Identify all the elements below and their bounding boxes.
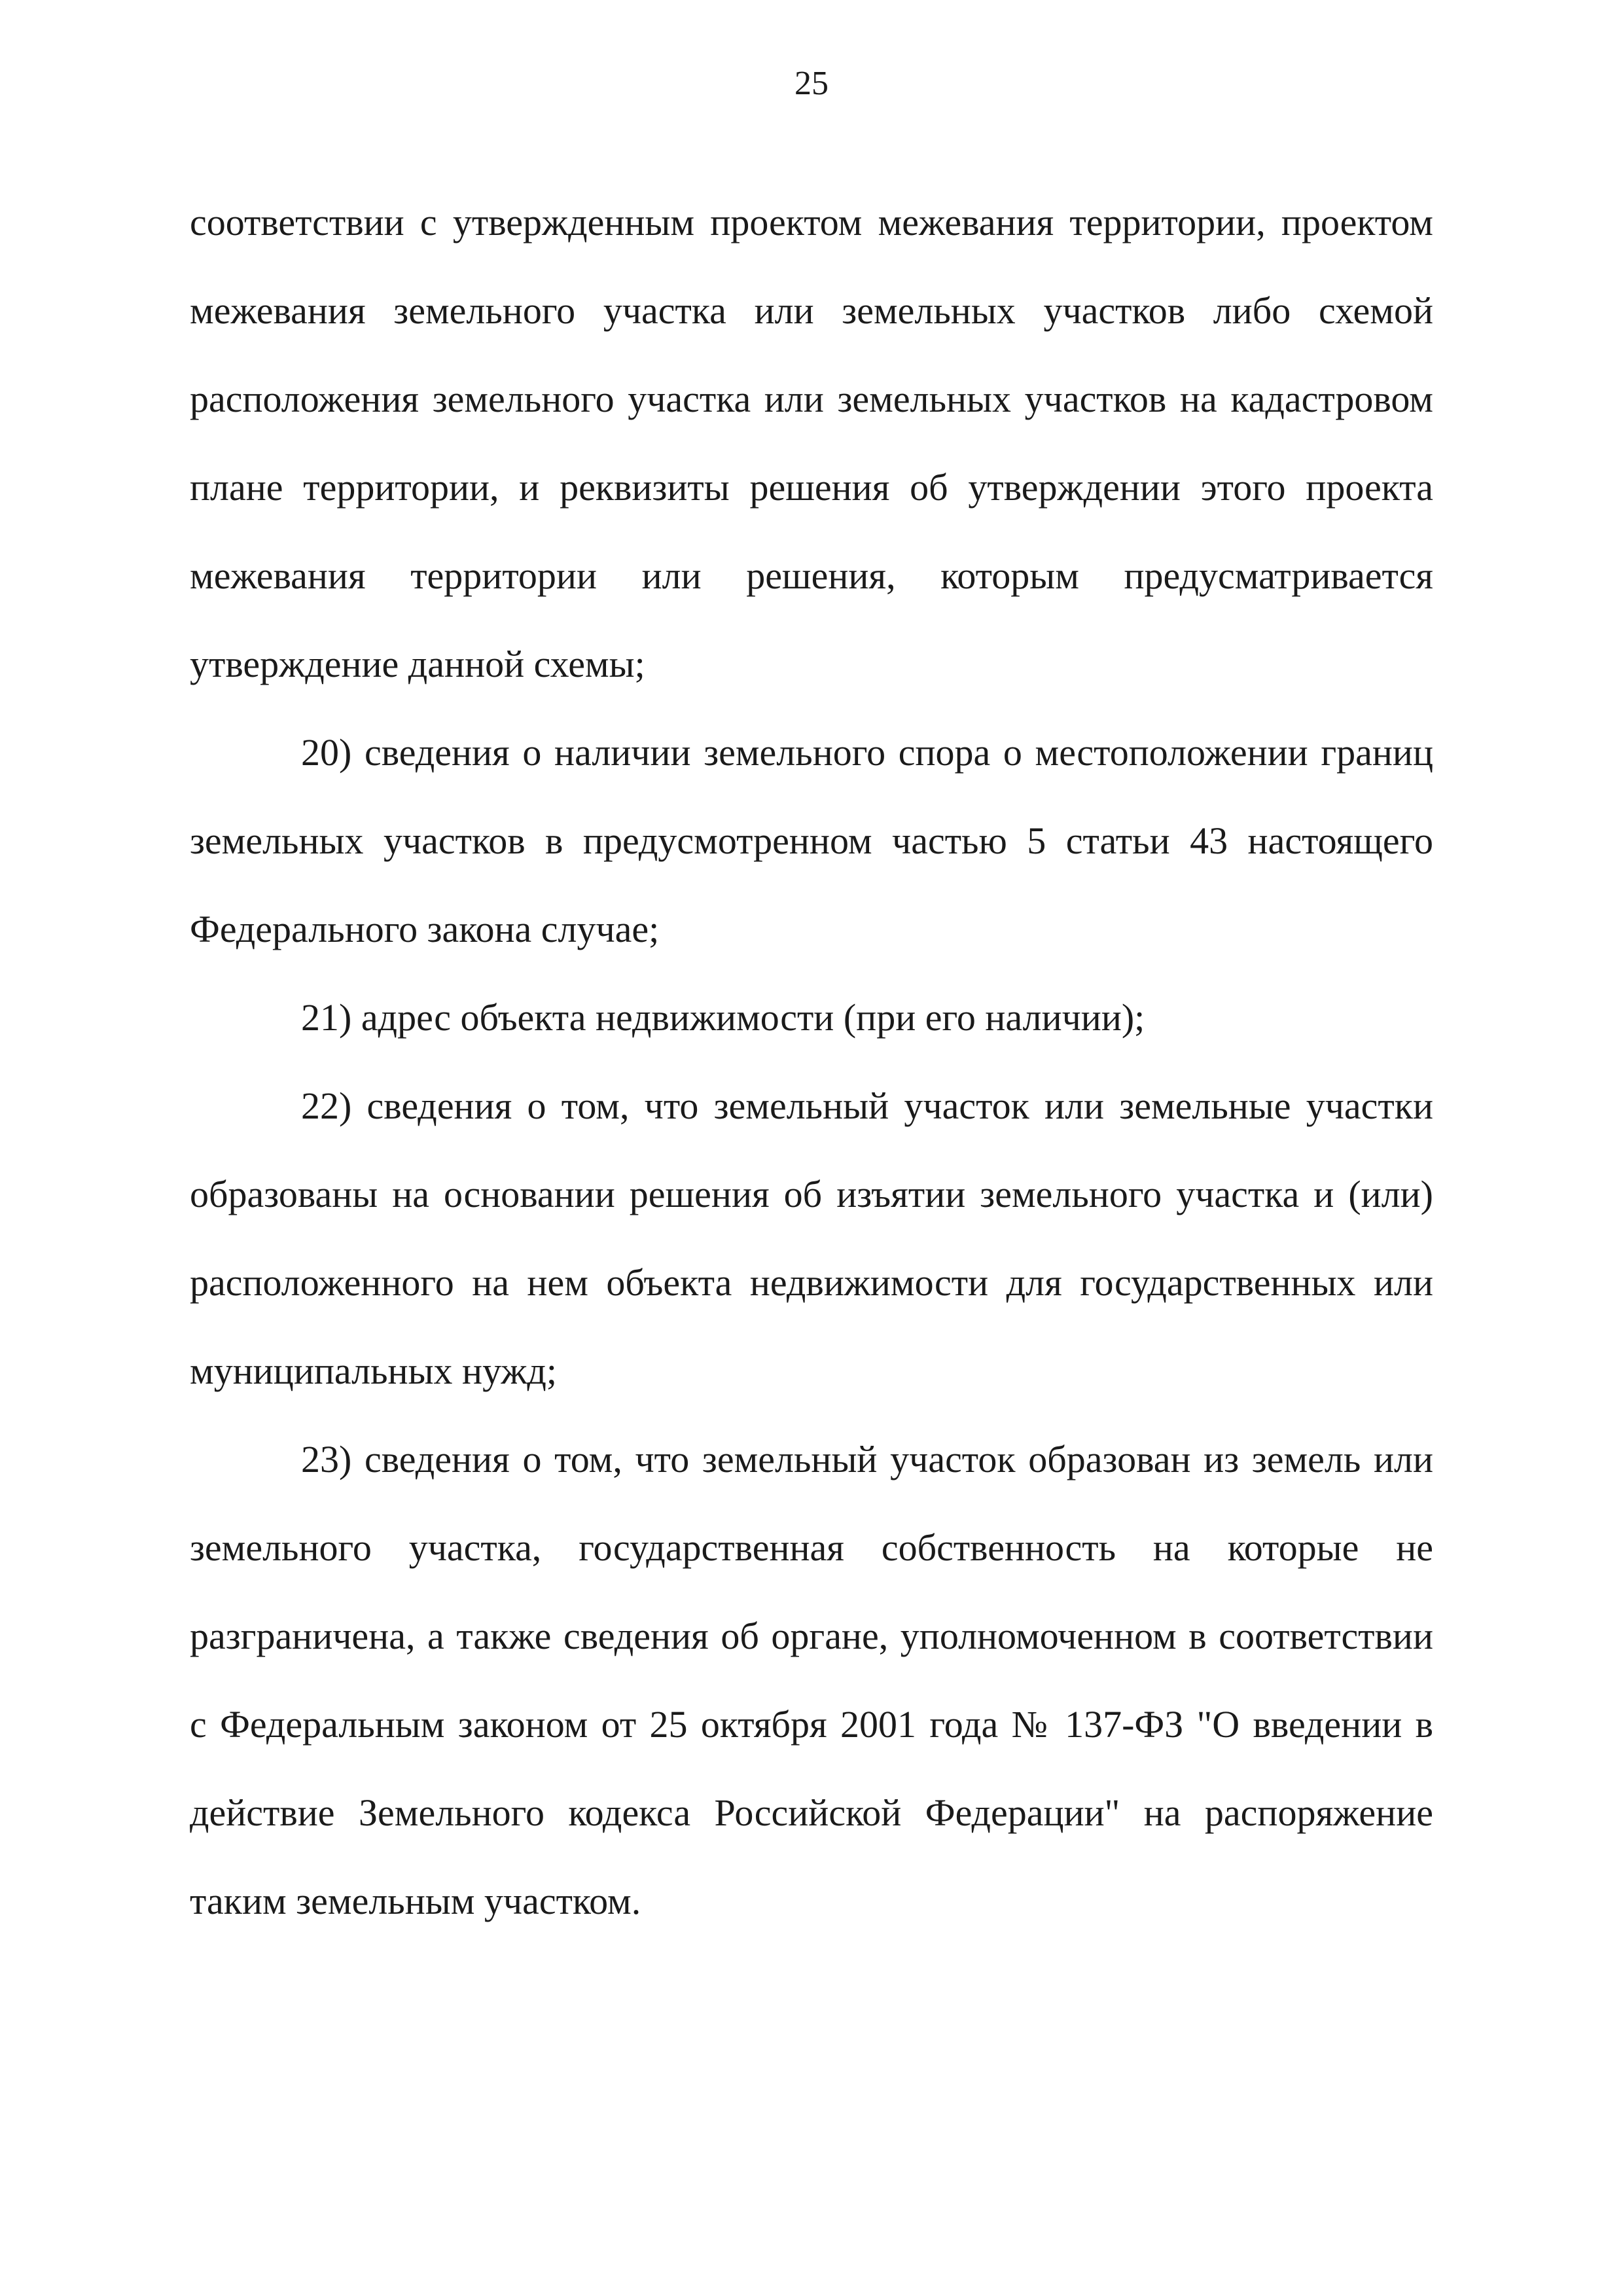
paragraph-item-21: 21) адрес объекта недвижимости (при его наличии); [301,996,1145,1039]
paragraph-item-22: 22) сведения о том, что земельный участок или земельные участки образованы на основании решения об изъятии земельного участка и (или) расположенного на нем объекта недвижимости для государственных или муниципальных нужд; [190,1085,1433,1392]
paragraph-continuation: соответствии с утвержденным проектом межевания территории, проектом межевания земельного участка или земельных участков либо схемой расположения земельного участка или земельных участков на кадастровом плане территории, и реквизиты решения об утверждении этого проекта межевания территории или решения, которым предусматривается утверждение данной схемы; [190,201,1433,685]
document-body [190,178,1433,1945]
page-number: 25 [794,65,829,102]
paragraph-item-23: 23) сведения о том, что земельный участок образован из земель или земельного участка, государственная собственность на которые не разграничена, а также сведения об органе, уполномоченном в соответствии с Федеральным законом от 25 октября 2001 года № 137-ФЗ "О введении в действие Земельного кодекса Российской Федерации" на распоряжение таким земельным участком. [190,1438,1433,1922]
paragraph-item-20: 20) сведения о наличии земельного спора о местоположении границ земельных участков в предусмотренном частью 5 статьи 43 настоящего Федерального закона случае; [190,731,1433,950]
